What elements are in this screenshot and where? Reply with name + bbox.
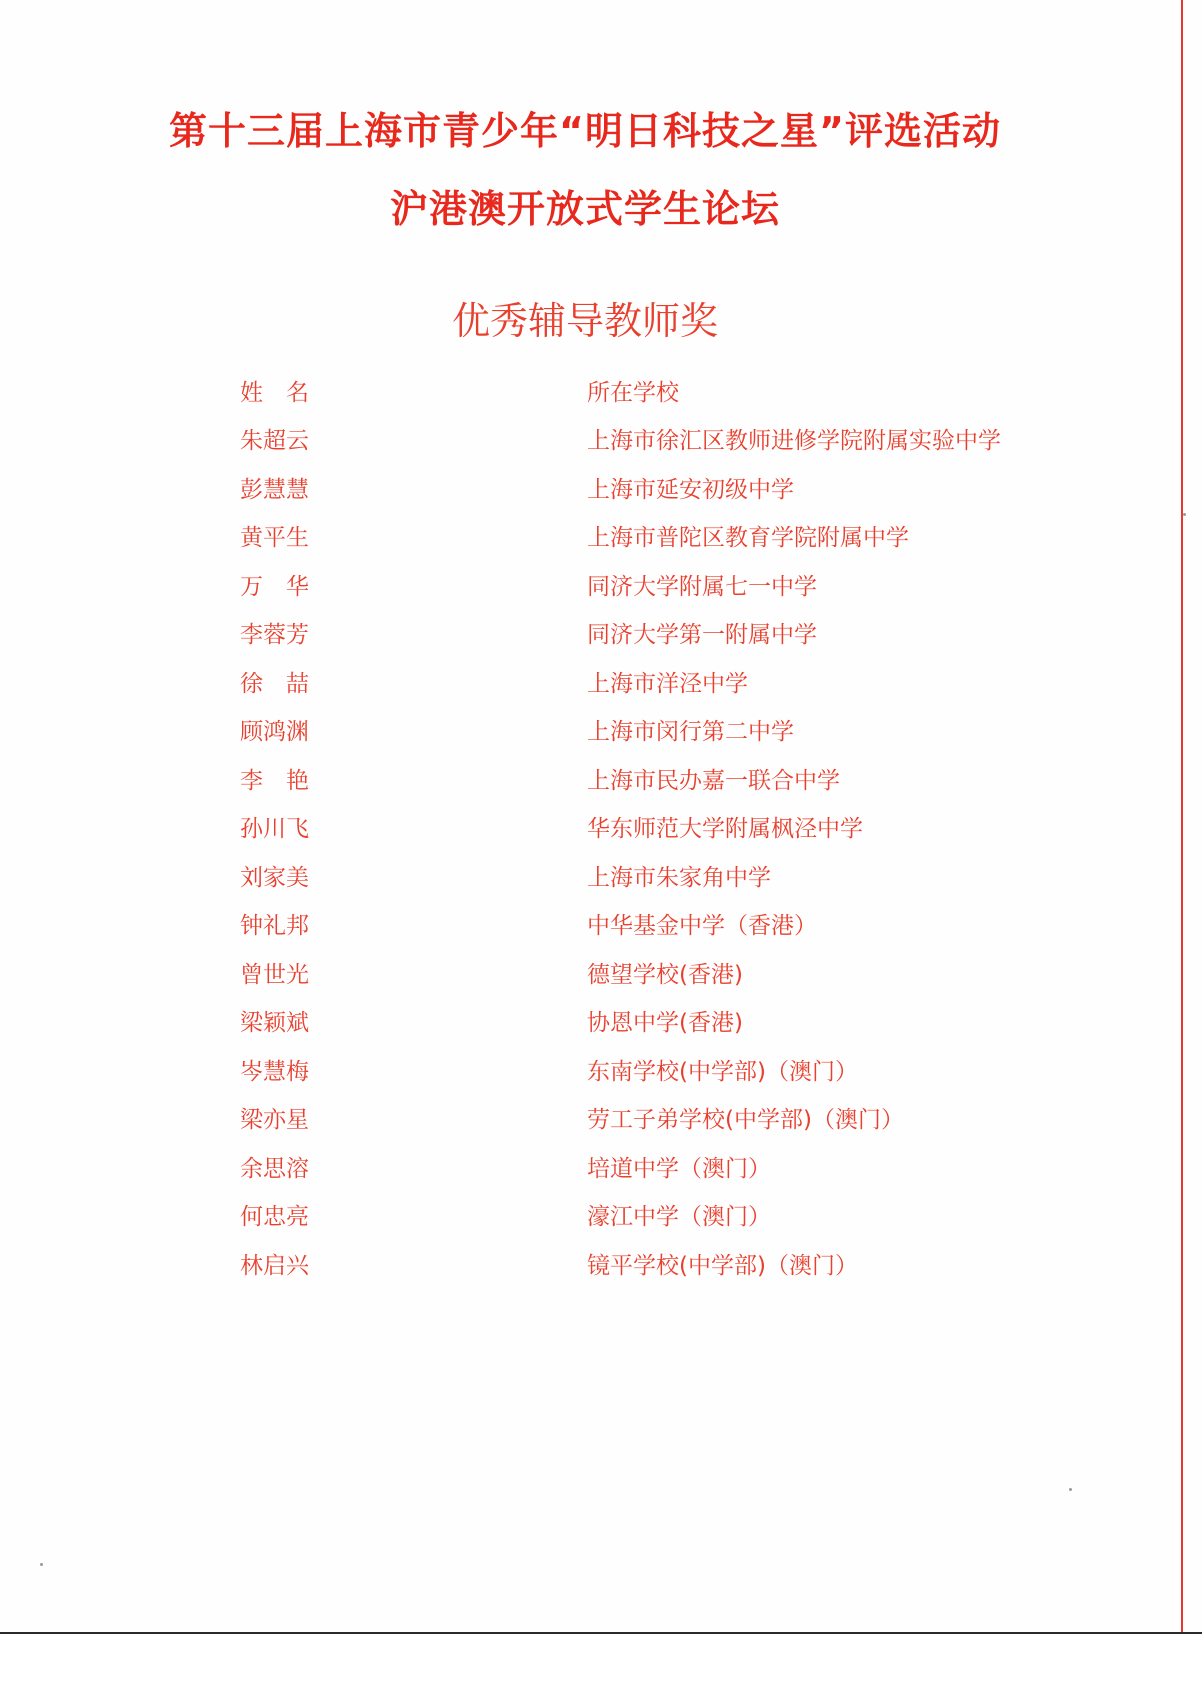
table-row — [240, 948, 1100, 997]
document-title: 第十三届上海市青少年“明日科技之星”评选活动 — [169, 109, 1001, 153]
teacher-name: 梁颖斌 — [240, 1010, 309, 1037]
school-name: 上海市民办嘉一联合中学 — [587, 767, 840, 794]
teacher-name: 孙川飞 — [240, 816, 309, 843]
scan-bottom-edge — [0, 1632, 1202, 1701]
scan-speck — [40, 1563, 43, 1566]
table-body — [240, 415, 1100, 1288]
school-name: 上海市延安初级中学 — [587, 476, 794, 503]
scan-speck — [1069, 1488, 1072, 1491]
table-row — [240, 1094, 1100, 1143]
school-name: 协恩中学(香港) — [587, 1010, 743, 1037]
table-row — [240, 560, 1100, 609]
teacher-name: 林启兴 — [240, 1252, 309, 1279]
school-name: 同济大学附属七一中学 — [587, 573, 817, 600]
table-row — [240, 657, 1100, 706]
table-row — [240, 900, 1100, 949]
school-name: 中华基金中学（香港） — [587, 913, 817, 940]
table-row — [240, 512, 1100, 561]
teacher-name: 李 艳 — [240, 767, 309, 794]
header-name: 姓 名 — [240, 379, 309, 406]
document-subtitle: 沪港澳开放式学生论坛 — [389, 187, 780, 231]
school-name: 华东师范大学附属枫泾中学 — [587, 816, 863, 843]
table-row — [240, 997, 1100, 1046]
teacher-name: 黄平生 — [240, 525, 309, 552]
table-row — [240, 803, 1100, 852]
awardee-table — [240, 366, 1100, 1288]
school-name: 上海市闵行第二中学 — [587, 719, 794, 746]
school-name: 劳工子弟学校(中学部)（澳门） — [587, 1107, 904, 1134]
school-name: 上海市徐汇区教师进修学院附属实验中学 — [587, 428, 1001, 455]
school-name: 培道中学（澳门） — [587, 1155, 771, 1182]
school-name: 上海市朱家角中学 — [587, 864, 771, 891]
table-row — [240, 463, 1100, 512]
school-name: 上海市普陀区教育学院附属中学 — [587, 525, 909, 552]
teacher-name: 彭慧慧 — [240, 476, 309, 503]
table-row — [240, 851, 1100, 900]
table-row — [240, 754, 1100, 803]
teacher-name: 何忠亮 — [240, 1204, 309, 1231]
table-header — [240, 366, 1100, 415]
table-row — [240, 1045, 1100, 1094]
school-name: 镜平学校(中学部)（澳门） — [587, 1252, 858, 1279]
award-title: 优秀辅导教师奖 — [451, 299, 718, 343]
teacher-name: 梁亦星 — [240, 1107, 309, 1134]
scan-speck — [1183, 513, 1186, 516]
school-name: 东南学校(中学部)（澳门） — [587, 1058, 858, 1085]
table-row — [240, 415, 1100, 464]
table-row — [240, 1142, 1100, 1191]
school-name: 同济大学第一附属中学 — [587, 622, 817, 649]
teacher-name: 顾鸿渊 — [240, 719, 309, 746]
teacher-name: 万 华 — [240, 573, 309, 600]
school-name: 濠江中学（澳门） — [587, 1204, 771, 1231]
teacher-name: 曾世光 — [240, 961, 309, 988]
teacher-name: 朱超云 — [240, 428, 309, 455]
table-row — [240, 1239, 1100, 1288]
teacher-name: 余思溶 — [240, 1155, 309, 1182]
header-school: 所在学校 — [587, 379, 679, 406]
teacher-name: 刘家美 — [240, 864, 309, 891]
right-border-line — [1181, 0, 1183, 1632]
school-name: 德望学校(香港) — [587, 961, 743, 988]
school-name: 上海市洋泾中学 — [587, 670, 748, 697]
table-row — [240, 706, 1100, 755]
teacher-name: 岑慧梅 — [240, 1058, 309, 1085]
teacher-name: 钟礼邦 — [240, 913, 309, 940]
table-row — [240, 1191, 1100, 1240]
table-row — [240, 609, 1100, 658]
teacher-name: 李蓉芳 — [240, 622, 309, 649]
teacher-name: 徐 喆 — [240, 670, 309, 697]
